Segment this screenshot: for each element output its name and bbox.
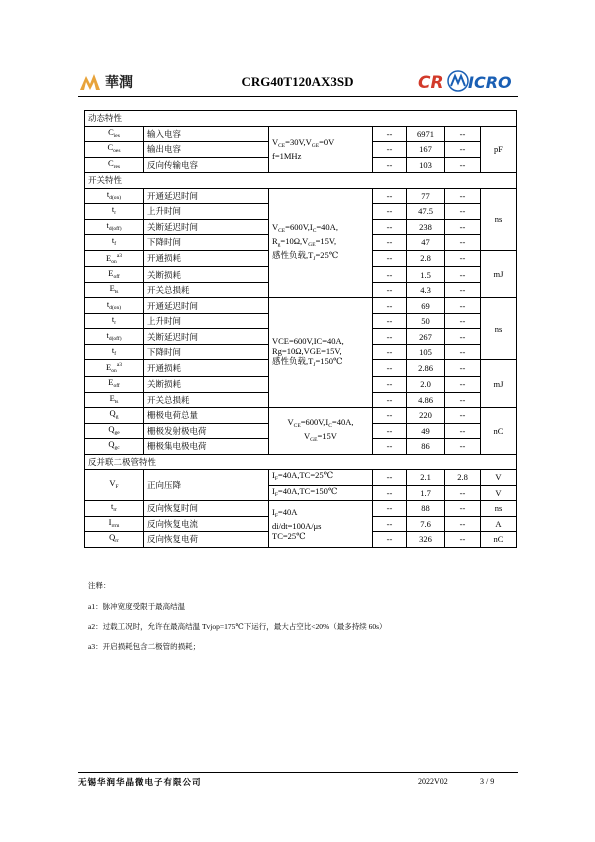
min-cell: -- <box>373 282 407 298</box>
parameter-name-cell: 栅极集电极电荷 <box>144 439 269 455</box>
min-cell: -- <box>373 501 407 517</box>
table-row <box>85 126 517 142</box>
min-cell: -- <box>373 423 407 439</box>
footer-version: 2022V02 <box>418 777 448 786</box>
max-cell: 2.8 <box>445 470 481 486</box>
unit-cell: A <box>481 516 517 532</box>
typ-cell: 167 <box>407 142 445 158</box>
typ-cell: 1.7 <box>407 485 445 501</box>
symbol-cell: $t_{d(off)}$ <box>85 329 144 345</box>
parameter-name-cell: 开关总损耗 <box>144 392 269 408</box>
symbol-cell: $E_{ts}$ <box>85 282 144 298</box>
min-cell: -- <box>373 267 407 283</box>
max-cell: -- <box>445 142 481 158</box>
parameter-name-cell: 下降时间 <box>144 235 269 251</box>
symbol-cell: $E_{off}$ <box>85 377 144 393</box>
symbol-cell: $t_r$ <box>85 204 144 220</box>
min-cell: -- <box>373 142 407 158</box>
unit-cell: pF <box>481 126 517 173</box>
max-cell: -- <box>445 313 481 329</box>
symbol-cell: $t_r$ <box>85 313 144 329</box>
parameter-name-cell: 栅极电荷总量 <box>144 408 269 424</box>
symbol-cell: $Q_{rr}$ <box>85 532 144 548</box>
typ-cell: 86 <box>407 439 445 455</box>
symbol-cell: $C_{ies}$ <box>85 126 144 142</box>
max-cell: -- <box>445 439 481 455</box>
typ-cell: 1.5 <box>407 267 445 283</box>
min-cell: -- <box>373 344 407 360</box>
typ-cell: 4.86 <box>407 392 445 408</box>
max-cell: -- <box>445 344 481 360</box>
parameter-name-cell: 开通损耗 <box>144 360 269 377</box>
min-cell: -- <box>373 408 407 424</box>
max-cell: -- <box>445 501 481 517</box>
note-a1: a1：脉冲宽度受限于最高结温 <box>88 602 186 611</box>
min-cell: -- <box>373 377 407 393</box>
typ-cell: 2.86 <box>407 360 445 377</box>
symbol-cell: $t_f$ <box>85 344 144 360</box>
parameter-name-cell: 关断损耗 <box>144 377 269 393</box>
min-cell: -- <box>373 157 407 173</box>
max-cell: -- <box>445 516 481 532</box>
parameter-name-cell: 开关总损耗 <box>144 282 269 298</box>
unit-cell: mJ <box>481 250 517 298</box>
typ-cell: 77 <box>407 188 445 204</box>
typ-cell: 47.5 <box>407 204 445 220</box>
symbol-cell: $t_{d(on)}$ <box>85 298 144 314</box>
typ-cell: 47 <box>407 235 445 251</box>
symbol-cell: $I_{rrm}$ <box>85 516 144 532</box>
typ-cell: 326 <box>407 532 445 548</box>
section-diode: 反并联二极管特性 <box>85 454 517 470</box>
min-cell: -- <box>373 126 407 142</box>
max-cell: -- <box>445 360 481 377</box>
test-condition-cell: $I_F=40A,TC=25℃$ <box>269 470 373 486</box>
max-cell: -- <box>445 377 481 393</box>
symbol-cell: $C_{res}$ <box>85 157 144 173</box>
min-cell: -- <box>373 298 407 314</box>
min-cell: -- <box>373 360 407 377</box>
symbol-cell: $E_{on}^{a3}$ <box>85 360 144 377</box>
test-condition-cell: $V_{CE}=600V,I_C=40A$, $V_{GE}=15V$ <box>269 408 373 455</box>
min-cell: -- <box>373 250 407 267</box>
note-a2: a2：过载工况时，允许在最高结温 Tvjop=175℃下运行，最大占空比<20%（最多持续 60s） <box>88 622 387 631</box>
test-condition-cell: $I_F=40A,TC=150℃$ <box>269 485 373 501</box>
max-cell: -- <box>445 126 481 142</box>
max-cell: -- <box>445 298 481 314</box>
typ-cell: 105 <box>407 344 445 360</box>
max-cell: -- <box>445 157 481 173</box>
symbol-cell: $E_{on}^{a3}$ <box>85 250 144 267</box>
footer-page-number: 3 / 9 <box>480 777 495 786</box>
min-cell: -- <box>373 204 407 220</box>
typ-cell: 103 <box>407 157 445 173</box>
svg-text:ICRO: ICRO <box>468 73 512 92</box>
unit-cell: ns <box>481 298 517 360</box>
parameter-name-cell: 下降时间 <box>144 344 269 360</box>
min-cell: -- <box>373 219 407 235</box>
table-row <box>85 298 517 314</box>
crmicro-logo <box>418 68 518 94</box>
min-cell: -- <box>373 439 407 455</box>
parameter-name-cell: 开通延迟时间 <box>144 188 269 204</box>
unit-cell: nC <box>481 532 517 548</box>
min-cell: -- <box>373 329 407 345</box>
max-cell: -- <box>445 267 481 283</box>
parameter-name-cell: 输入电容 <box>144 126 269 142</box>
max-cell: -- <box>445 219 481 235</box>
test-condition-cell: VCE=600V,IC=40A, Rg=10Ω,VGE=15V, 感性负载$,T_J=150℃$ <box>269 298 373 408</box>
parameter-name-cell: 反向恢复电流 <box>144 516 269 532</box>
max-cell: -- <box>445 532 481 548</box>
parameter-name-cell: 上升时间 <box>144 313 269 329</box>
section-switching: 开关特性 <box>85 173 517 189</box>
logo-text: 華潤 <box>105 75 133 91</box>
table-row <box>85 188 517 204</box>
typ-cell: 2.0 <box>407 377 445 393</box>
unit-cell: mJ <box>481 360 517 408</box>
max-cell: -- <box>445 392 481 408</box>
unit-cell: ns <box>481 188 517 250</box>
max-cell: -- <box>445 235 481 251</box>
parameter-name-cell: 输出电容 <box>144 142 269 158</box>
symbol-cell: $t_{rr}$ <box>85 501 144 517</box>
max-cell: -- <box>445 250 481 267</box>
typ-cell: 50 <box>407 313 445 329</box>
unit-cell: ns <box>481 501 517 517</box>
parameter-name-cell: 关断延迟时间 <box>144 329 269 345</box>
parameter-name-cell: 上升时间 <box>144 204 269 220</box>
symbol-cell: $V_F$ <box>85 470 144 501</box>
note-a3: a3：开启损耗包含二极管的损耗； <box>88 642 201 651</box>
typ-cell: 220 <box>407 408 445 424</box>
typ-cell: 88 <box>407 501 445 517</box>
header-rule <box>78 96 518 97</box>
symbol-cell: $t_f$ <box>85 235 144 251</box>
test-condition-cell: $V_{CE}=600V,I_C=40A$, $R_g=10\Omega,V_{GE}=15V$, 感性负载$,T_J=25℃$ <box>269 188 373 298</box>
parameter-name-cell: 反向恢复时间 <box>144 501 269 517</box>
typ-cell: 7.6 <box>407 516 445 532</box>
notes-title: 注释： <box>88 581 111 590</box>
parameter-name-cell: 开通损耗 <box>144 250 269 267</box>
symbol-cell: $E_{off}$ <box>85 267 144 283</box>
max-cell: -- <box>445 188 481 204</box>
footer-company: 无锡华润华晶微电子有限公司 <box>78 778 202 788</box>
parameter-name-cell: 开通延迟时间 <box>144 298 269 314</box>
min-cell: -- <box>373 188 407 204</box>
typ-cell: 267 <box>407 329 445 345</box>
parameter-name-cell: 栅极发射极电荷 <box>144 423 269 439</box>
min-cell: -- <box>373 470 407 486</box>
test-condition-cell: $V_{CE}=30V,V_{GE}=0V$ f=1MHz <box>269 126 373 173</box>
dynamic-characteristics-table <box>84 110 517 548</box>
symbol-cell: $Q_g$ <box>85 408 144 424</box>
typ-cell: 49 <box>407 423 445 439</box>
parameter-name-cell: 反向传输电容 <box>144 157 269 173</box>
symbol-cell: $t_{d(off)}$ <box>85 219 144 235</box>
parameter-name-cell: 关断延迟时间 <box>144 219 269 235</box>
min-cell: -- <box>373 392 407 408</box>
unit-cell: V <box>481 485 517 501</box>
parameter-name-cell: 反向恢复电荷 <box>144 532 269 548</box>
typ-cell: 2.8 <box>407 250 445 267</box>
max-cell: -- <box>445 408 481 424</box>
svg-text:CR: CR <box>418 73 444 93</box>
document-title: CRG40T120AX3SD <box>241 74 354 89</box>
symbol-cell: $E_{ts}$ <box>85 392 144 408</box>
min-cell: -- <box>373 516 407 532</box>
parameter-name-cell: 正向压降 <box>144 470 269 501</box>
max-cell: -- <box>445 282 481 298</box>
unit-cell: nC <box>481 408 517 455</box>
symbol-cell: $C_{oes}$ <box>85 142 144 158</box>
max-cell: -- <box>445 423 481 439</box>
max-cell: -- <box>445 485 481 501</box>
typ-cell: 4.3 <box>407 282 445 298</box>
symbol-cell: $Q_{ge}$ <box>85 423 144 439</box>
test-condition-cell: $I_F=40A$ di/dt=100A/μs TC=25℃ <box>269 501 373 548</box>
min-cell: -- <box>373 532 407 548</box>
max-cell: -- <box>445 329 481 345</box>
table-row <box>85 408 517 424</box>
symbol-cell: $Q_{gc}$ <box>85 439 144 455</box>
table-row <box>85 470 517 486</box>
min-cell: -- <box>373 313 407 329</box>
symbol-cell: $t_{d(on)}$ <box>85 188 144 204</box>
table-row <box>85 501 517 517</box>
typ-cell: 238 <box>407 219 445 235</box>
section-dynamic: 动态特性 <box>85 111 517 127</box>
min-cell: -- <box>373 485 407 501</box>
typ-cell: 2.1 <box>407 470 445 486</box>
max-cell: -- <box>445 204 481 220</box>
min-cell: -- <box>373 235 407 251</box>
footer-rule <box>78 772 518 773</box>
typ-cell: 69 <box>407 298 445 314</box>
unit-cell: V <box>481 470 517 486</box>
typ-cell: 6971 <box>407 126 445 142</box>
parameter-name-cell: 关断损耗 <box>144 267 269 283</box>
